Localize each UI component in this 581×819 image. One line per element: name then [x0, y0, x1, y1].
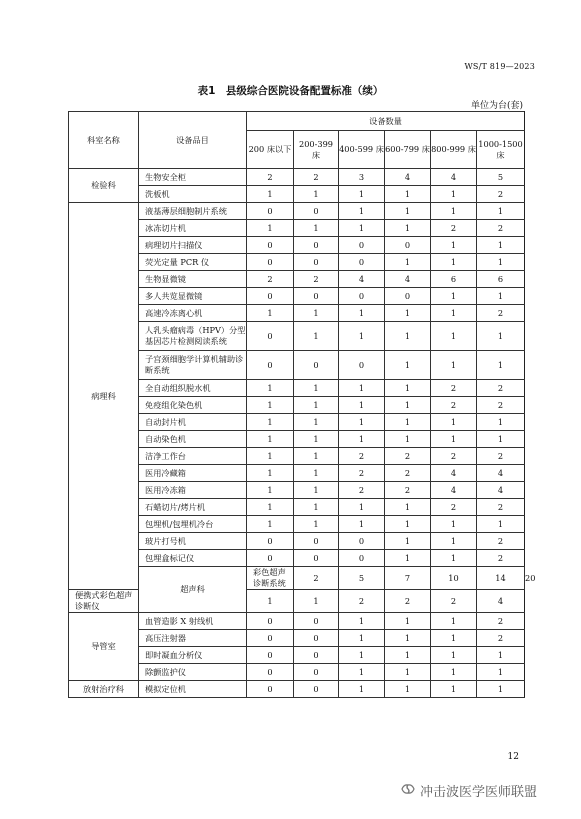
qty-cell: 1: [385, 322, 431, 351]
qty-cell: 0: [247, 664, 294, 681]
qty-cell: 1: [247, 448, 294, 465]
qty-cell: 2: [247, 169, 294, 186]
item-cell: 自动封片机: [139, 414, 247, 431]
qty-cell: 7: [385, 567, 431, 590]
qty-cell: 1: [339, 220, 385, 237]
item-header: 设备品目: [139, 112, 247, 169]
qty-cell: 10: [431, 567, 477, 590]
qty-cell: 1: [385, 499, 431, 516]
qty-cell: 1: [431, 322, 477, 351]
qty-cell: 0: [247, 254, 294, 271]
qty-cell: 1: [477, 237, 525, 254]
qty-cell: 1: [294, 220, 339, 237]
qty-cell: 1: [385, 220, 431, 237]
qty-cell: 1: [294, 414, 339, 431]
qty-cell: 1: [477, 414, 525, 431]
qty-cell: 0: [247, 613, 294, 630]
unit-note: 单位为台(套): [470, 101, 523, 111]
qty-cell: 0: [247, 681, 294, 698]
table-row: [69, 613, 525, 630]
qty-cell: 1: [339, 431, 385, 448]
qty-cell: 1: [247, 380, 294, 397]
qty-cell: 2: [247, 271, 294, 288]
qty-cell: 1: [385, 186, 431, 203]
qty-cell: 3: [339, 169, 385, 186]
qty-cell: 2: [477, 499, 525, 516]
qty-cell: 1: [294, 186, 339, 203]
qty-cell: 2: [477, 550, 525, 567]
qty-cell: 1: [294, 322, 339, 351]
qty-cell: 2: [477, 397, 525, 414]
qty-cell: 1: [431, 414, 477, 431]
dept-cell: 病理科: [69, 203, 139, 590]
qty-cell: 1: [477, 647, 525, 664]
qty-cell: 1: [385, 254, 431, 271]
qty-cell: 1: [385, 681, 431, 698]
qty-cell: 0: [294, 237, 339, 254]
qty-cell: 1: [431, 681, 477, 698]
qty-cell: 1: [431, 186, 477, 203]
qty-cell: 1: [385, 380, 431, 397]
qty-cell: 1: [294, 431, 339, 448]
qty-cell: 0: [294, 613, 339, 630]
qty-cell: 2: [431, 448, 477, 465]
equipment-table: [68, 111, 536, 698]
qty-cell: 2: [431, 590, 477, 613]
qty-cell: 14: [477, 567, 525, 590]
qty-cell: 4: [431, 465, 477, 482]
dept-cell: 检验科: [69, 169, 139, 203]
table-row: 超声科 彩色超声诊断系统 2 5 7 10 14 20: [69, 567, 525, 590]
qty-cell: 1: [339, 186, 385, 203]
item-cell: 免疫组化染色机: [139, 397, 247, 414]
wechat-logo-icon: [400, 782, 416, 796]
qty-cell: 1: [247, 465, 294, 482]
qty-cell: 0: [247, 203, 294, 220]
item-cell: 医用冷冻箱: [139, 482, 247, 499]
item-cell: 即时凝血分析仪: [139, 647, 247, 664]
qty-cell: 1: [294, 482, 339, 499]
qty-cell: 1: [385, 613, 431, 630]
qty-cell: 2: [385, 465, 431, 482]
qty-cell: 1: [294, 305, 339, 322]
qty-cell: 6: [431, 271, 477, 288]
qty-cell: 0: [294, 664, 339, 681]
range-header: 400-599 床: [339, 131, 385, 169]
qty-cell: 1: [431, 237, 477, 254]
qty-cell: 1: [385, 647, 431, 664]
qty-cell: 2: [385, 590, 431, 613]
qty-cell: 1: [339, 203, 385, 220]
page-number: 12: [507, 752, 519, 762]
range-header: 1000-1500 床: [477, 131, 525, 169]
qty-cell: 2: [385, 448, 431, 465]
range-header: 600-799 床: [385, 131, 431, 169]
watermark-text: 冲击波医学医师联盟: [420, 785, 538, 800]
qty-cell: 1: [339, 516, 385, 533]
qty-cell: 2: [294, 169, 339, 186]
qty-cell: 1: [477, 254, 525, 271]
qty-cell: 0: [294, 533, 339, 550]
qty-cell: 1: [431, 305, 477, 322]
item-cell: 子宫颈细胞学计算机辅助诊断系统: [139, 351, 247, 380]
table-row: [69, 169, 525, 186]
qty-cell: 1: [339, 322, 385, 351]
item-cell: 荧光定量 PCR 仪: [139, 254, 247, 271]
qty-cell: 1: [431, 516, 477, 533]
qty-cell: 2: [477, 448, 525, 465]
item-cell: 全自动组织脱水机: [139, 380, 247, 397]
qty-cell: 1: [477, 288, 525, 305]
qty-cell: 1: [247, 414, 294, 431]
qty-cell: 1: [247, 431, 294, 448]
qty-cell: 4: [339, 271, 385, 288]
item-cell: 液基薄层细胞制片系统: [139, 203, 247, 220]
qty-cell: 1: [431, 647, 477, 664]
qty-cell: 0: [247, 550, 294, 567]
qty-cell: 4: [385, 271, 431, 288]
qty-cell: 1: [385, 516, 431, 533]
qty-cell: 1: [294, 397, 339, 414]
item-cell: 生物安全柜: [139, 169, 247, 186]
qty-cell: 2: [339, 590, 385, 613]
qty-cell: 1: [339, 414, 385, 431]
qty-cell: 1: [339, 613, 385, 630]
range-header: 200-399 床: [294, 131, 339, 169]
qty-cell: 0: [247, 351, 294, 380]
qty-cell: 1: [477, 664, 525, 681]
qty-cell: 1: [339, 664, 385, 681]
range-header: 200 床以下: [247, 131, 294, 169]
qty-cell: 0: [294, 550, 339, 567]
qty-cell: 2: [477, 220, 525, 237]
qty-cell: 4: [431, 482, 477, 499]
qty-cell: 0: [339, 351, 385, 380]
qty-cell: 0: [339, 550, 385, 567]
item-cell: 玻片打号机: [139, 533, 247, 550]
qty-cell: 0: [339, 237, 385, 254]
qty-cell: 2: [477, 630, 525, 647]
qty-cell: 1: [385, 397, 431, 414]
qty-cell: 1: [477, 322, 525, 351]
qty-cell: 0: [339, 533, 385, 550]
qty-cell: 0: [247, 237, 294, 254]
qty-cell: 1: [339, 647, 385, 664]
item-cell: 包埋盒标记仪: [139, 550, 247, 567]
qty-cell: 5: [477, 169, 525, 186]
qty-cell: 1: [339, 681, 385, 698]
table-title: 表1 县级综合医院设备配置标准（续）: [197, 85, 384, 97]
qty-cell: 0: [247, 647, 294, 664]
qty-cell: 1: [385, 630, 431, 647]
qty-cell: 1: [294, 465, 339, 482]
qty-cell: 1: [294, 499, 339, 516]
qty-cell: 1: [431, 288, 477, 305]
item-cell: 高速冷冻离心机: [139, 305, 247, 322]
qty-cell: 1: [385, 414, 431, 431]
qty-cell: 1: [431, 533, 477, 550]
qty-cell: 2: [477, 380, 525, 397]
qty-cell: 2: [339, 465, 385, 482]
item-cell: 包埋机/包埋机冷台: [139, 516, 247, 533]
qty-cell: 1: [385, 305, 431, 322]
qty-cell: 4: [385, 169, 431, 186]
qty-cell: 2: [477, 613, 525, 630]
qty-cell: 1: [339, 380, 385, 397]
qty-cell: 0: [385, 288, 431, 305]
qty-cell: 2: [477, 186, 525, 203]
item-cell: 除颤监护仪: [139, 664, 247, 681]
qty-cell: 1: [247, 499, 294, 516]
range-header: 800-999 床: [431, 131, 477, 169]
qty-cell: 2: [431, 380, 477, 397]
qty-cell: 1: [431, 351, 477, 380]
qty-cell: 4: [477, 482, 525, 499]
qty-cell: 0: [385, 237, 431, 254]
qty-cell: 1: [385, 203, 431, 220]
item-cell: 人乳头瘤病毒（HPV）分型基因芯片检测阅读系统: [139, 322, 247, 351]
qty-cell: 1: [477, 681, 525, 698]
qty-cell: 1: [431, 550, 477, 567]
qty-cell: 0: [247, 533, 294, 550]
qty-cell: 1: [385, 533, 431, 550]
item-cell: 便携式彩色超声诊断仪: [69, 590, 139, 613]
item-cell: 自动染色机: [139, 431, 247, 448]
qty-header: 设备数量: [247, 112, 525, 131]
qty-cell: 0: [247, 288, 294, 305]
qty-cell: 1: [247, 516, 294, 533]
qty-cell: 1: [431, 203, 477, 220]
qty-cell: 1: [247, 590, 294, 613]
qty-cell: 2: [385, 482, 431, 499]
table-row: [69, 203, 525, 220]
qty-cell: 1: [339, 397, 385, 414]
qty-cell: 1: [294, 448, 339, 465]
qty-cell: 1: [247, 305, 294, 322]
dept-cell: 放射治疗科: [69, 681, 139, 698]
item-cell: 医用冷藏箱: [139, 465, 247, 482]
qty-cell: 0: [247, 630, 294, 647]
qty-cell: 1: [339, 630, 385, 647]
qty-cell: 1: [294, 380, 339, 397]
table-header: [69, 112, 525, 169]
dept-header: 科室名称: [69, 112, 139, 169]
item-cell: 血管造影 X 射线机: [139, 613, 247, 630]
item-cell: 洁净工作台: [139, 448, 247, 465]
item-cell: 石蜡切片/烤片机: [139, 499, 247, 516]
qty-cell: 1: [339, 499, 385, 516]
qty-cell: 4: [477, 465, 525, 482]
qty-cell: 1: [339, 305, 385, 322]
qty-cell: 0: [294, 351, 339, 380]
item-cell: 彩色超声诊断系统: [247, 567, 294, 590]
qty-cell: 0: [294, 681, 339, 698]
item-cell: 病理切片扫描仪: [139, 237, 247, 254]
standard-code: WS/T 819—2023: [464, 62, 535, 71]
item-cell: 多人共览显微镜: [139, 288, 247, 305]
qty-cell: 0: [339, 254, 385, 271]
qty-cell: 1: [431, 630, 477, 647]
qty-cell: 6: [477, 271, 525, 288]
qty-cell: 1: [431, 613, 477, 630]
qty-cell: 1: [247, 482, 294, 499]
qty-cell: 2: [431, 220, 477, 237]
qty-cell: 1: [247, 397, 294, 414]
qty-cell: 4: [477, 590, 525, 613]
qty-cell: 1: [385, 550, 431, 567]
qty-cell: 0: [294, 647, 339, 664]
qty-cell: 2: [294, 567, 339, 590]
table-body: [69, 169, 536, 698]
qty-cell: 1: [294, 516, 339, 533]
qty-cell: 1: [385, 351, 431, 380]
qty-cell: 0: [294, 203, 339, 220]
qty-cell: 1: [477, 516, 525, 533]
dept-cell: 超声科: [139, 567, 247, 613]
qty-cell: 1: [385, 431, 431, 448]
qty-cell: 1: [431, 664, 477, 681]
qty-cell: 1: [294, 590, 339, 613]
table-row: [69, 590, 525, 613]
qty-cell: 1: [385, 664, 431, 681]
qty-cell: 0: [294, 288, 339, 305]
qty-cell: 1: [477, 351, 525, 380]
item-cell: 洗板机: [139, 186, 247, 203]
qty-cell: 1: [477, 203, 525, 220]
qty-cell: 1: [431, 431, 477, 448]
qty-cell: 2: [339, 448, 385, 465]
item-cell: 生物显微镜: [139, 271, 247, 288]
table-row: [69, 681, 525, 698]
qty-cell: 2: [339, 482, 385, 499]
qty-cell: 0: [339, 288, 385, 305]
qty-cell: 2: [477, 305, 525, 322]
item-cell: 模拟定位机: [139, 681, 247, 698]
item-cell: 冰冻切片机: [139, 220, 247, 237]
qty-cell: 2: [431, 499, 477, 516]
qty-cell: 5: [339, 567, 385, 590]
qty-cell: 1: [431, 254, 477, 271]
qty-cell: 1: [247, 186, 294, 203]
qty-cell: 1: [477, 431, 525, 448]
qty-cell: 0: [294, 254, 339, 271]
dept-cell: 导管室: [69, 613, 139, 681]
qty-cell: 0: [294, 630, 339, 647]
qty-cell: 1: [247, 220, 294, 237]
item-cell: 高压注射器: [139, 630, 247, 647]
qty-cell: 4: [431, 169, 477, 186]
qty-cell: 2: [294, 271, 339, 288]
qty-cell: 2: [477, 533, 525, 550]
qty-cell: 0: [247, 322, 294, 351]
qty-cell: 2: [431, 397, 477, 414]
